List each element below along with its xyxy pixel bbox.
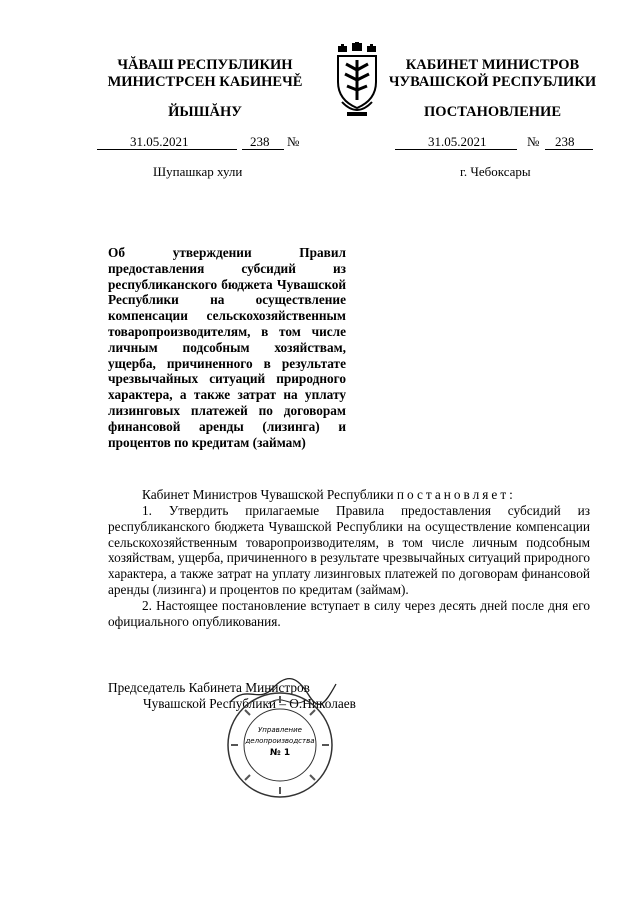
chuvash-coat-of-arms-icon xyxy=(332,42,382,122)
item-2: 2. Настоящее постановление вступает в силу через десять дней после дня его официального опубликования. xyxy=(108,598,590,629)
right-date: 31.05.2021 xyxy=(428,134,487,149)
header-right-title-line2: ЧУВАШСКОЙ РЕСПУБЛИКИ xyxy=(388,74,597,90)
preamble-subject: Кабинет Министров Чувашской Республики xyxy=(142,487,394,502)
document-title: Об утверждении Правил предоставления субсидий из республиканского бюджета Чувашской Республики на осуществление компенсации сельскохозяйственным товаропроизводителям, в том числе личным подсобным хозяйствам, ущерба, причиненного в результате чрезвычайных ситуаций природного характера, а также затрат на уплату лизинговых платежей по договорам финансовой аренды (лизинга) и процентов по кредитам (займам) xyxy=(108,245,346,450)
stamp-line2: делопроизводства xyxy=(245,737,315,745)
doc-line-right xyxy=(395,134,595,154)
left-date: 31.05.2021 xyxy=(130,134,189,149)
header-left-doc-type: ЙЫШĂНУ xyxy=(168,104,242,120)
header-right-title-line1: КАБИНЕТ МИНИСТРОВ xyxy=(405,57,580,73)
header-left-title-line2: МИНИСТРСЕН КАБИНЕЧĚ xyxy=(107,74,303,90)
right-number: 238 xyxy=(555,134,575,149)
right-number-sign: № xyxy=(527,134,540,149)
header-right-doc-type: ПОСТАНОВЛЕНИЕ xyxy=(423,104,561,120)
left-number-sign: № xyxy=(287,134,300,149)
place-right: г. Чебоксары xyxy=(460,164,531,179)
preamble xyxy=(108,487,590,503)
signature-line2: Чувашской Республики – О.Николаев xyxy=(143,696,356,711)
header-left-title-line1: ЧĂВАШ РЕСПУБЛИКИН xyxy=(117,57,293,73)
stamp-line3: № 1 xyxy=(269,748,291,758)
preamble-verb: постановляет: xyxy=(396,487,516,502)
place-left: Шупашкар хули xyxy=(153,164,243,179)
official-stamp xyxy=(225,690,335,800)
left-number: 238 xyxy=(250,134,270,149)
doc-line-left xyxy=(97,134,312,154)
stamp-line1: Управление xyxy=(258,726,302,734)
item-1: 1. Утвердить прилагаемые Правила предоставления субсидий из республиканского бюджета Чувашской Республики на осуществление компенсации сельскохозяйственным товаропроизводителям, в том числе личным подсобным хозяйствам, ущерба, причиненного в результате чрезвычайных ситуаций природного характера, а также затрат на уплату лизинговых платежей по договорам финансовой аренды (лизинга) и процентов по кредитам (займам). xyxy=(108,503,590,597)
signature-line1: Председатель Кабинета Министров xyxy=(108,680,310,695)
